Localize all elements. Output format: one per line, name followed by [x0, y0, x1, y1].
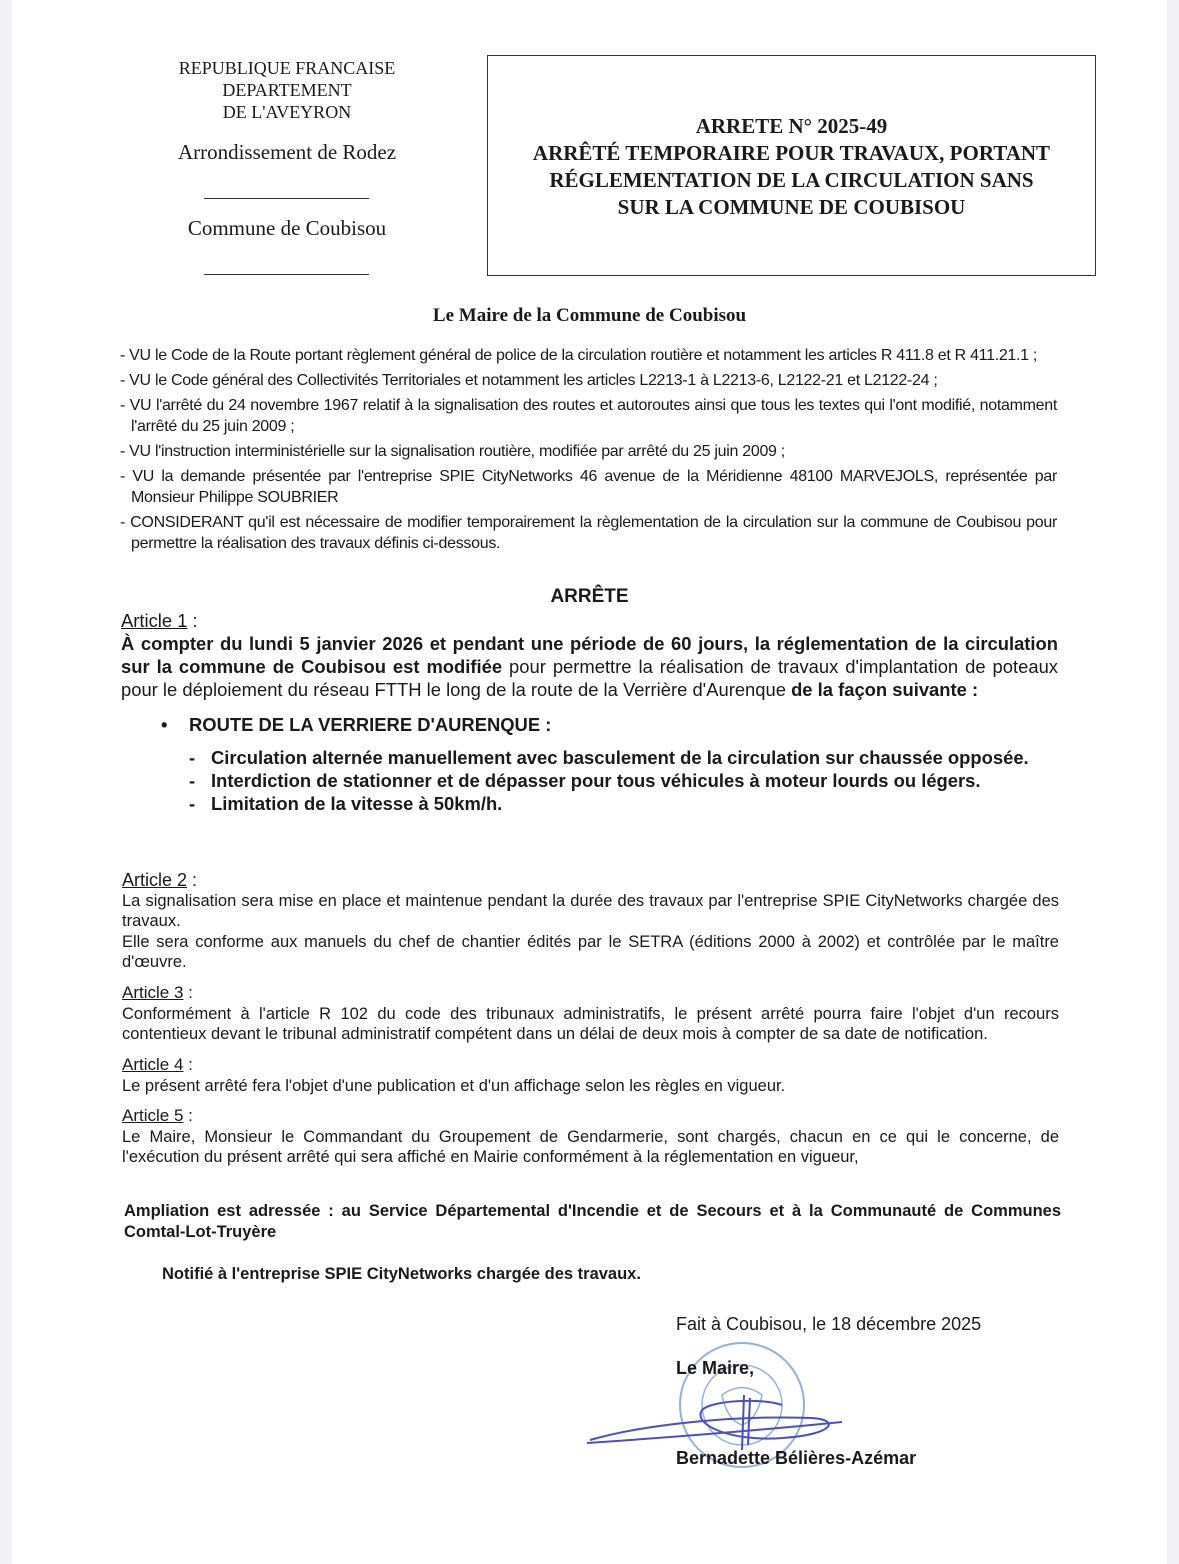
department-name: DE L'AVEYRON [222, 102, 352, 122]
arrete-heading: ARRÊTE [550, 586, 629, 607]
colon: : [183, 1106, 193, 1125]
issuer-block [142, 57, 432, 239]
divider [204, 274, 369, 275]
signing-place-date: Fait à Coubisou, le 18 décembre 2025 [676, 1314, 982, 1334]
article-text: Conformément à l'article R 102 du code des tribunaux administratifs, le présent arrêté pourra faire l'objet d'un recours contentieux devant le tribunal administratif compétent dans un délai de deux mois à compter de sa date de notification. [122, 1004, 1059, 1043]
ampliation: Ampliation est adressée : au Service Départemental d'Incendie et de Secours et à la Communauté de Communes Comtal-Lot-Truyère [124, 1202, 1061, 1241]
colon: : [183, 1055, 193, 1074]
route-name: ROUTE DE LA VERRIERE D'AURENQUE : [189, 714, 552, 735]
title-line: RÉGLEMENTATION DE LA CIRCULATION SANS [549, 168, 1034, 192]
article-text: La signalisation sera mise en place et maintenue pendant la durée des travaux par l'entreprise SPIE CityNetworks chargée des travaux. [122, 891, 1059, 930]
article-label: Article 4 [122, 1055, 184, 1074]
department-label: DEPARTEMENT [222, 80, 352, 100]
arrondissement-label: Arrondissement de Rodez [177, 140, 397, 164]
article-text: Le Maire, Monsieur le Commandant du Groupement de Gendarmerie, sont chargés, chacun en ce qui le concerne, de l'exécution du présent arrêté qui sera affiché en Mairie conformément à la réglementation en vigueur, [122, 1127, 1059, 1166]
route-bullet: • ROUTE DE LA VERRIERE D'AURENQUE : [161, 714, 552, 735]
colon: : [187, 610, 198, 631]
article-5 [122, 1106, 1059, 1168]
considerant-item: - VU l'arrêté du 24 novembre 1967 relatif à la signalisation des routes et autoroutes ainsi que tous les textes qui l'ont modifié, notamment l'arrêté du 25 juin 2009 ; [120, 397, 1057, 435]
article-label: Article 2 [122, 870, 188, 890]
republic-label: REPUBLIQUE FRANCAISE [178, 58, 396, 78]
considerant-item: - VU la demande présentée par l'entreprise SPIE CityNetworks 46 avenue de la Méridienne 48100 MARVEJOLS, représentée par Monsieur Philippe SOUBRIER [120, 468, 1057, 506]
signatory-name: Bernadette Bélières-Azémar [676, 1448, 917, 1468]
article-label: Article 1 [121, 610, 188, 631]
signatory-title: Le Maire, [676, 1358, 755, 1378]
title-line: SUR LA COMMUNE DE COUBISOU [617, 195, 966, 219]
measure-text: Interdiction de stationner et de dépasser pour tous véhicules à moteur lourds ou légers. [211, 770, 981, 791]
decree-title [488, 113, 1095, 221]
article-1 [121, 609, 1058, 815]
colon: : [183, 983, 193, 1002]
considerant-item: - VU le Code général des Collectivités Territoriales et notamment les articles L2213-1 à L2213-6, L2122-21 et L2122-24 ; [120, 372, 938, 389]
considerant-item: - VU le Code de la Route portant règlement général de police de la circulation routière et notamment les articles R 411.8 et R 411.21.1 ; [120, 347, 1038, 364]
document-page [12, 0, 1167, 1564]
colon: : [187, 870, 198, 890]
title-line: ARRÊTÉ TEMPORAIRE POUR TRAVAUX, PORTANT [532, 141, 1051, 165]
article-label: Article 3 [122, 983, 184, 1002]
measure-item: - Interdiction de stationner et de dépasser pour tous véhicules à moteur lourds ou légers. [189, 770, 981, 791]
measure-item: - Circulation alternée manuellement avec basculement de la circulation sur chaussée opposée. [189, 747, 1029, 768]
article-1-bold-end: de la façon suivante : [791, 679, 979, 700]
measures-list [121, 746, 1058, 815]
mayor-heading: Le Maire de la Commune de Coubisou [432, 305, 747, 326]
article-3 [122, 983, 1059, 1045]
decree-number: ARRETE N° 2025-49 [695, 114, 888, 138]
article-text: Elle sera conforme aux manuels du chef de chantier édités par le SETRA (éditions 2000 à 2002) et contrôlée par le maître d'œuvre. [122, 932, 1059, 971]
considerant-item: - VU l'instruction interministérielle sur la signalisation routière, modifiée par arrêté du 25 juin 2009 ; [120, 443, 785, 460]
article-2 [122, 870, 1059, 973]
measure-text: Circulation alternée manuellement avec basculement de la circulation sur chaussée opposée. [211, 747, 1029, 768]
notification: Notifié à l'entreprise SPIE CityNetworks chargée des travaux. [162, 1265, 641, 1283]
measure-text: Limitation de la vitesse à 50km/h. [211, 793, 503, 814]
divider [204, 198, 369, 199]
commune-label: Commune de Coubisou [187, 216, 387, 240]
considerant-item: - CONSIDERANT qu'il est nécessaire de modifier temporairement la règlementation de la circulation sur la commune de Coubisou pour permettre la réalisation des travaux définis ci-dessous. [120, 514, 1057, 552]
article-label: Article 5 [122, 1106, 184, 1125]
title-box [487, 55, 1096, 276]
article-1-text: pour permettre la réalisation de travaux d'implantation de poteaux pour le déploiement du réseau FTTH le long de la route de la Verrière d'Aurenque [121, 656, 1058, 700]
article-text: Le présent arrêté fera l'objet d'une publication et d'un affichage selon les règles en vigueur. [122, 1076, 786, 1095]
measure-item: - Limitation de la vitesse à 50km/h. [189, 793, 503, 814]
article-4 [122, 1055, 1059, 1096]
article-1-bold-intro: À compter du lundi 5 janvier 2026 et pendant une période de 60 jours, la réglementation de la circulation sur la commune de Coubisou est modifiée [121, 633, 1058, 677]
considerants-list [120, 345, 1057, 558]
